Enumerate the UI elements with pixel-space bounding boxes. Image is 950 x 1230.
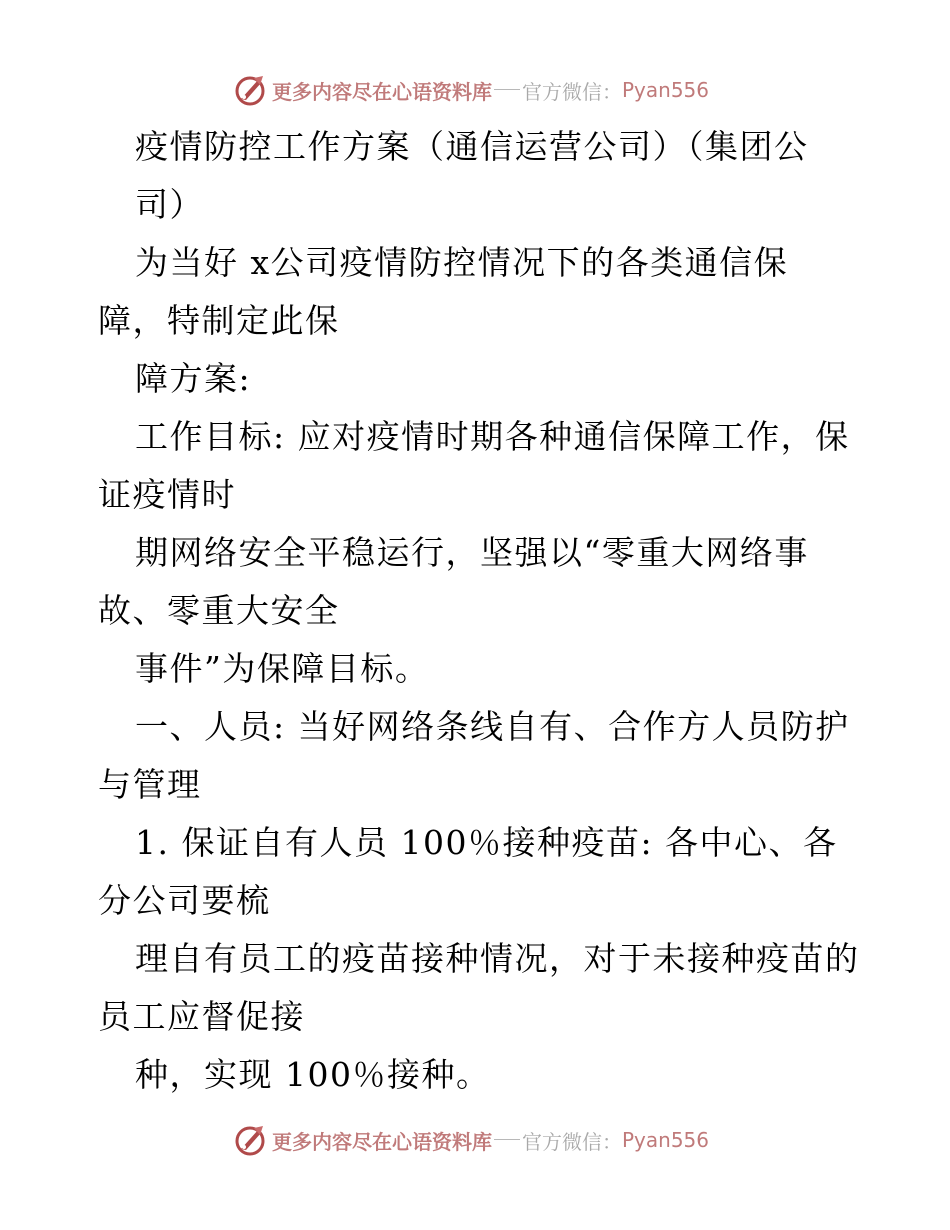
list-item-line: 理自有员工的疫苗接种情况，对于未接种疫苗的 — [135, 939, 860, 978]
document-title-line-1: 疫情防控工作方案（通信运营公司）（集团公 — [135, 127, 809, 166]
section-heading-line: 一、人员: 当好网络条线自有、合作方人员防护 — [135, 707, 850, 746]
paragraph-line: 故、零重大安全 — [98, 591, 340, 630]
paragraph-line: 障方案: — [135, 359, 252, 398]
header-contact-id: Pyan556 — [622, 78, 710, 102]
list-item-line: 种，实现 100％接种。 — [135, 1055, 491, 1094]
paragraph-line: 为当好 x公司疫情防控情况下的各类通信保 — [135, 243, 789, 282]
document-title-line-2: 司） — [135, 185, 204, 224]
footer-separator — [494, 1139, 520, 1140]
footer-contact-id: Pyan556 — [622, 1128, 710, 1152]
header-promo-text: 更多内容尽在心语资料库 — [272, 79, 492, 104]
header-contact-label: 官方微信： — [522, 79, 622, 104]
section-heading-line: 与管理 — [98, 765, 202, 804]
quill-logo-icon — [232, 1122, 268, 1158]
footer-promo-text: 更多内容尽在心语资料库 — [272, 1129, 492, 1154]
paragraph-line: 证疫情时 — [98, 475, 236, 514]
list-item-line: 1. 保证自有人员 100％接种疫苗: 各中心、各 — [135, 823, 838, 862]
paragraph-line: 期网络安全平稳运行，坚强以“零重大网络事 — [135, 533, 809, 572]
header-banner — [232, 70, 752, 110]
document-body — [98, 118, 868, 1104]
footer-contact-label: 官方微信： — [522, 1129, 622, 1154]
paragraph-line: 事件”为保障目标。 — [135, 649, 430, 688]
footer-banner — [232, 1120, 752, 1160]
list-item-line: 员工应督促接 — [98, 997, 305, 1036]
paragraph-line: 工作目标: 应对疫情时期各种通信保障工作，保 — [135, 417, 850, 456]
quill-logo-icon — [232, 72, 268, 108]
header-separator — [494, 89, 520, 90]
list-item-line: 分公司要梳 — [98, 881, 271, 920]
paragraph-line: 障，特制定此保 — [98, 301, 340, 340]
